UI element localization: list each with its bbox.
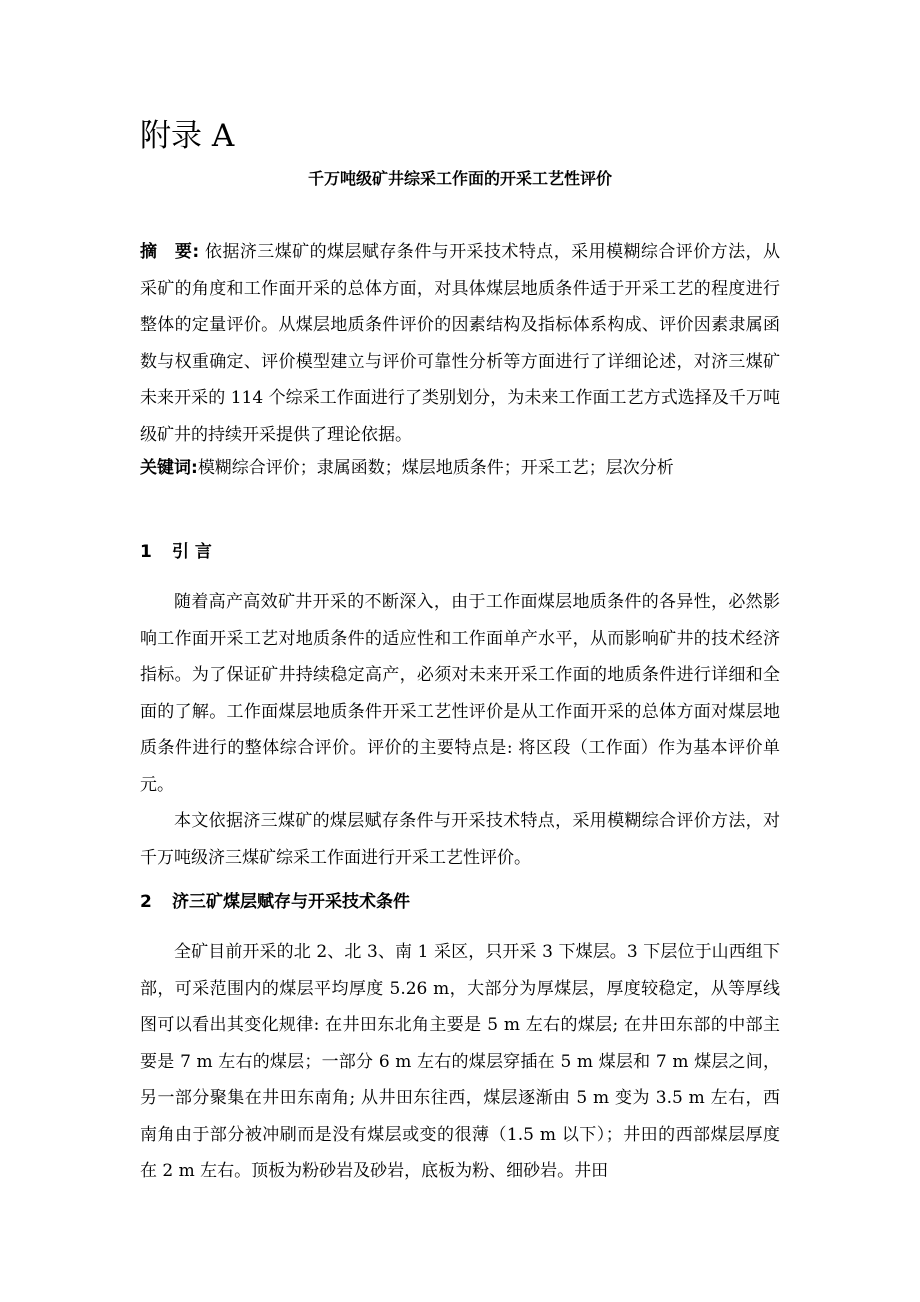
section-1-heading	[140, 534, 780, 570]
paragraph: 全矿目前开采的北 2、北 3、南 1 采区，只开采 3 下煤层。3 下层位于山西组下部，可采范围内的煤层平均厚度 5.26 m，大部分为厚煤层，厚度较稳定，从等厚线图可以看出其变化规律: 在井田东北角主要是 5 m 左右的煤层; 在井田东部的中部主要是 7 m 左右的煤层；一部分 6 m 左右的煤层穿插在 5 m 煤层和 7 m 煤层之间，另一部分聚集在井田东南角; 从井田东往西，煤层逐渐由 5 m 变为 3.5 m 左右，西南角由于部分被冲刷而是没有煤层或变的很薄（1.5 m 以下）；井田的西部煤层厚度在 2 m 左右。顶板为粉砂岩及砂岩，底板为粉、细砂岩。井田	[140, 942, 780, 1181]
abstract	[140, 234, 780, 453]
section-2-body	[140, 934, 780, 1190]
paragraph: 本文依据济三煤矿的煤层赋存条件与开采技术特点，采用模糊综合评价方法，对千万吨级济三煤矿综采工作面进行开采工艺性评价。	[140, 811, 780, 868]
section-1-number: 1	[140, 542, 152, 562]
keywords	[140, 450, 780, 487]
section-1-title: 引 言	[172, 542, 212, 562]
abstract-text: 依据济三煤矿的煤层赋存条件与开采技术特点，采用模糊综合评价方法，从采矿的角度和工作面开采的总体方面，对具体煤层地质条件适于开采工艺的程度进行整体的定量评价。从煤层地质条件评价的因素结构及指标体系构成、评价因素隶属函数与权重确定、评价模型建立与评价可靠性分析等方面进行了详细论述，对济三煤矿未来开采的 114 个综采工作面进行了类别划分，为未来工作面工艺方式选择及千万吨级矿井的持续开采提供了理论依据。	[140, 242, 780, 445]
section-2-title: 济三矿煤层赋存与开采技术条件	[172, 892, 410, 912]
section-2-heading	[140, 884, 780, 920]
appendix-title: 附录 A	[140, 118, 235, 154]
keywords-label: 关键词:	[140, 458, 198, 478]
section-1-body	[140, 584, 780, 876]
section-2-number: 2	[140, 892, 152, 912]
keywords-text: 模糊综合评价；隶属函数；煤层地质条件；开采工艺；层次分析	[197, 458, 674, 478]
abstract-label: 摘 要:	[140, 242, 200, 262]
paper-title: 千万吨级矿井综采工作面的开采工艺性评价	[307, 169, 612, 188]
paragraph: 随着高产高效矿井开采的不断深入，由于工作面煤层地质条件的各异性，必然影响工作面开采工艺对地质条件的适应性和工作面单产水平，从而影响矿井的技术经济指标。为了保证矿井持续稳定高产，必须对未来开采工作面的地质条件进行详细和全面的了解。工作面煤层地质条件开采工艺性评价是从工作面开采的总体方面对煤层地质条件进行的整体综合评价。评价的主要特点是: 将区段（工作面）作为基本评价单元。	[140, 592, 780, 795]
